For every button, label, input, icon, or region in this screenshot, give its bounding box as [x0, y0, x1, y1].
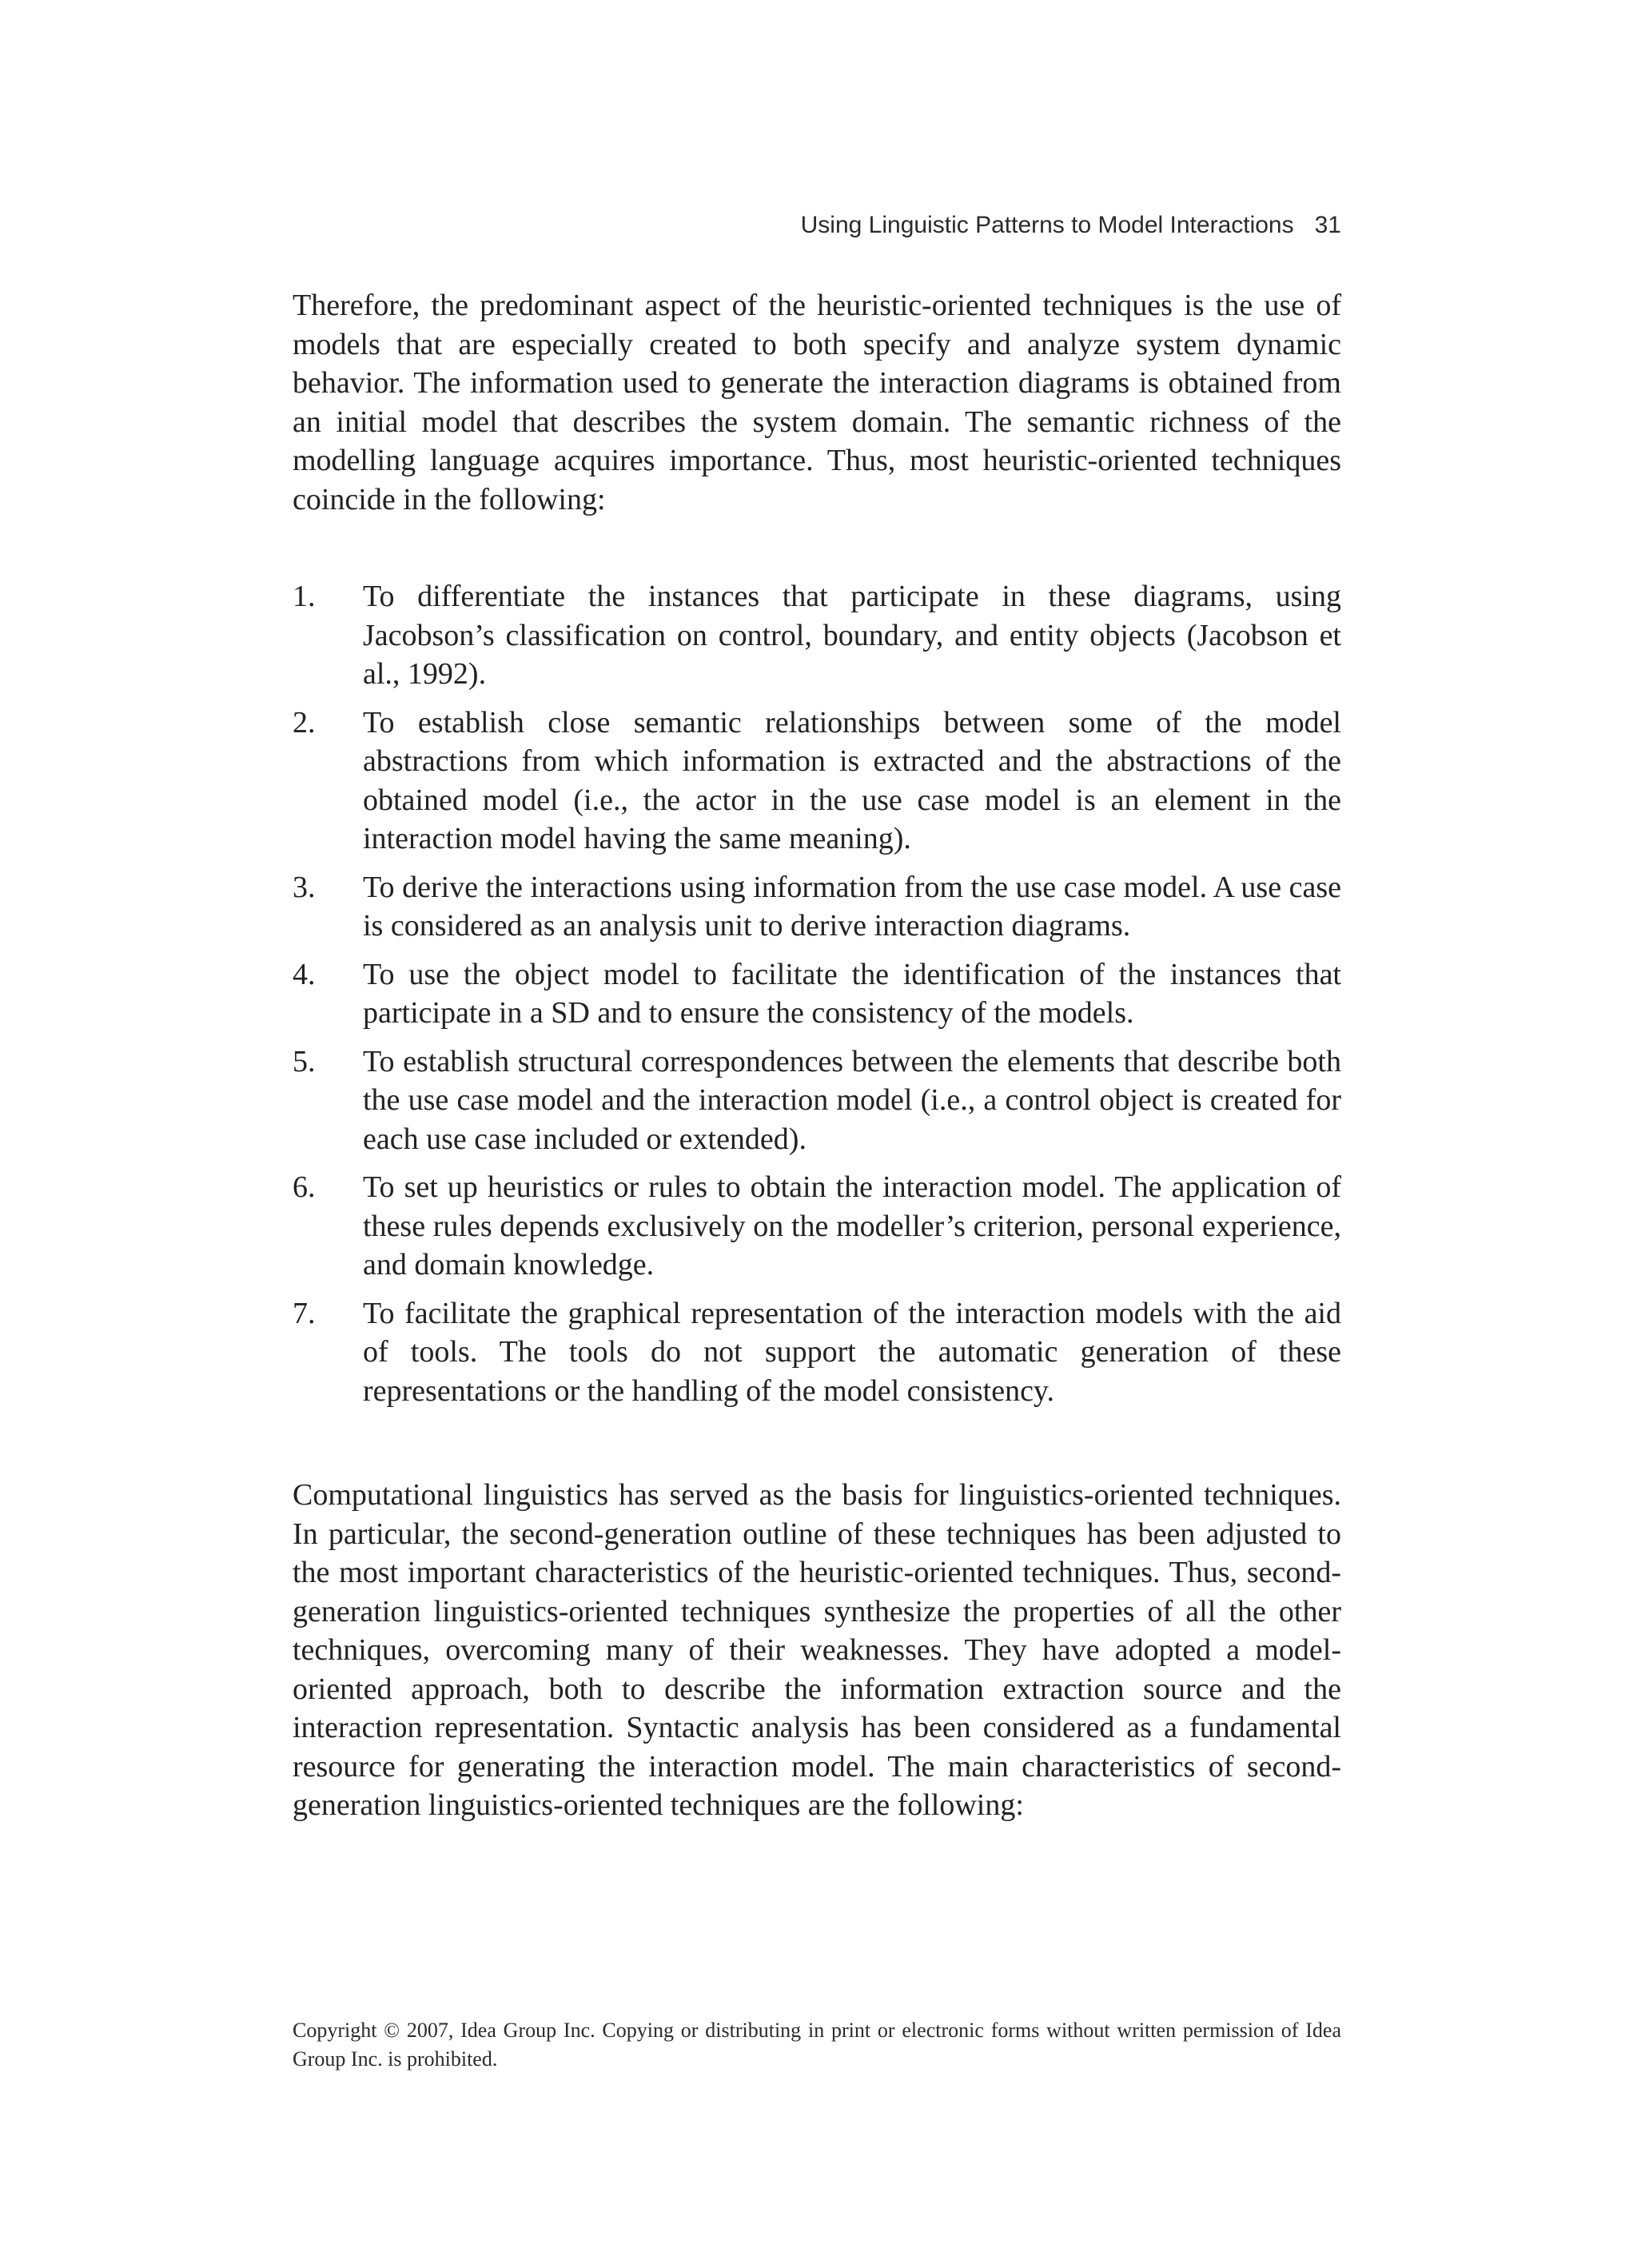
list-item-number: 7. [293, 1296, 316, 1330]
list-item-number: 1. [293, 580, 316, 613]
list-item-number: 3. [293, 870, 316, 904]
body-paragraph-2: Computational linguistics has served as the basis for linguistics-oriented techniques. In particular, the second-generation outline of these techniques has been adjusted to the most important characteristics of the heuristic-oriented techniques. Thus, second-generation linguistics-oriented techniques synthesize the properties of all the other techniques, overcoming many of their weaknesses. They have adopted a model-oriented approach, both to describe the information extraction source and the interaction representation. Syntactic analysis has been considered as a fundamental resource for generating the interaction model. The main characteristics of second-generation linguistics-oriented techniques are the following: [293, 1478, 1341, 1822]
list-item [293, 955, 1341, 1033]
list-item [293, 704, 1341, 859]
numbered-list [293, 577, 1341, 1420]
page-number: 31 [1314, 212, 1341, 238]
list-item-text: To set up heuristics or rules to obtain the interaction model. The application of these rules depends exclusively on the modeller’s criterion, personal experience, and domain knowledge. [363, 1170, 1341, 1281]
list-item [293, 868, 1341, 946]
list-item [293, 577, 1341, 694]
list-item-text: To differentiate the instances that participate in these diagrams, using Jacobson’s classification on control, boundary, and entity objects (Jacobson et al., 1992). [363, 580, 1341, 691]
copyright-notice: Copyright © 2007, Idea Group Inc. Copying or distributing in print or electronic forms without written permission of Idea Group Inc. is prohibited. [293, 2019, 1341, 2071]
list-item-number: 2. [293, 705, 316, 739]
list-item-text: To establish close semantic relationships between some of the model abstractions from which information is extracted and the abstractions of the obtained model (i.e., the actor in the use case model is an element in the interaction model having the same meaning). [363, 705, 1341, 855]
list-item-number: 6. [293, 1170, 316, 1204]
list-item [293, 1168, 1341, 1285]
list-item [293, 1042, 1341, 1159]
list-item-number: 4. [293, 957, 316, 991]
list-item [293, 1294, 1341, 1411]
list-item-text: To derive the interactions using information from the use case model. A use case is considered as an analysis unit to derive interaction diagrams. [363, 870, 1341, 943]
running-title: Using Linguistic Patterns to Model Interactions [800, 212, 1294, 238]
list-item-text: To establish structural correspondences between the elements that describe both the use case model and the interaction model (i.e., a control object is created for each use case included or extended). [363, 1044, 1341, 1156]
body-paragraph-1: Therefore, the predominant aspect of the heuristic-oriented techniques is the use of models that are especially created to both specify and analyze system dynamic behavior. The information used to generate the interaction diagrams is obtained from an initial model that describes the system domain. The semantic richness of the modelling language acquires importance. Thus, most heuristic-oriented techniques coincide in the following: [293, 289, 1341, 516]
list-item-text: To facilitate the graphical representation of the interaction models with the aid of tools. The tools do not support the automatic generation of these representations or the handling of the model consistency. [363, 1296, 1341, 1408]
running-header [293, 209, 1341, 241]
list-item-text: To use the object model to facilitate the identification of the instances that participate in a SD and to ensure the consistency of the models. [363, 957, 1341, 1030]
list-item-number: 5. [293, 1044, 316, 1078]
